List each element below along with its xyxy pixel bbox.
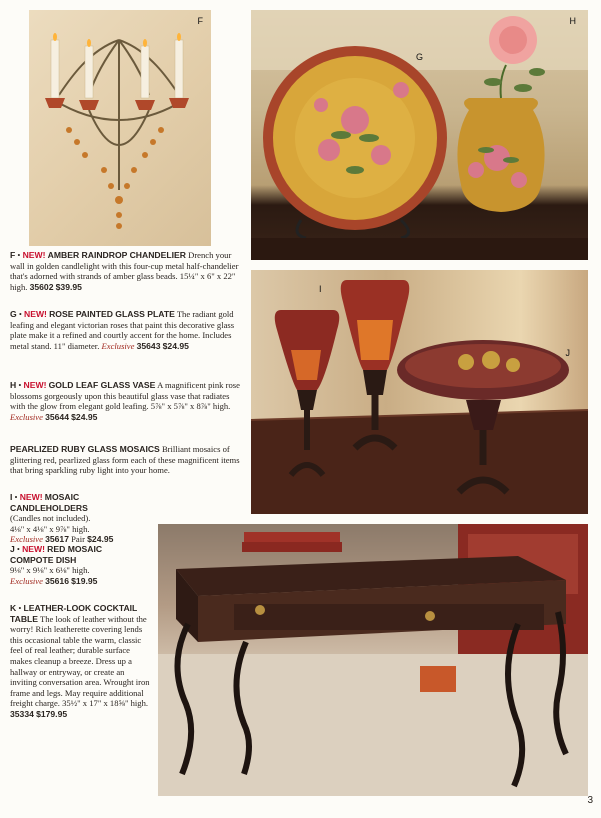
item-k-name-line2: TABLE — [10, 613, 39, 624]
item-g-letter: G — [10, 309, 17, 319]
item-j-price: $19.95 — [71, 575, 98, 586]
item-g-exclusive-label: Exclusive — [101, 340, 135, 351]
item-f-new-badge: NEW! — [22, 250, 46, 260]
item-h-new-badge: NEW! — [23, 380, 47, 390]
item-g-price: $24.95 — [162, 340, 189, 351]
item-f-name: AMBER RAINDROP CHANDELIER — [47, 250, 186, 260]
item-k-letter: K — [10, 603, 17, 613]
item-k-description-1: The look of leather without the worry! Rich leatherette covering lends this occasional table the warm, classic feel of real leather; durable surface makes cleanup a breeze. — [10, 613, 147, 666]
photo-tag-g: G — [416, 52, 424, 62]
item-j-dimensions: 9⅛" x 9⅛" x 6⅛" high. — [10, 565, 90, 576]
page-number: 3 — [587, 795, 593, 806]
item-f-copy: F • NEW! AMBER RAINDROP CHANDELIER Drench your wall in golden candlelight with this four-cup metal half-chandelier that's adorned with strands of amber glass beads. 15¼" x 6" x 22" high. 35602 $39.95 — [10, 250, 239, 292]
item-i-exclusive-label: Exclusive — [10, 534, 43, 545]
item-h-copy: H • NEW! GOLD LEAF GLASS VASE A magnificent pink rose blossoms gorgeously upon this beautiful glass vase that radiates with the glow from elegant gold leafing. 5⅞" x 5⅞" x 8⅞" high. Exclusive 35644 $24.95 — [10, 380, 240, 422]
item-k-sku: 35334 — [10, 708, 34, 719]
item-k-name-line1: LEATHER-LOOK COCKTAIL — [23, 603, 138, 613]
item-h-exclusive-label: Exclusive — [10, 411, 43, 422]
item-j-letter: J — [10, 544, 15, 554]
item-i-new-badge: NEW! — [19, 492, 43, 502]
chandelier-photo — [29, 10, 211, 246]
item-i-name: MOSAIC CANDLEHOLDERS — [10, 492, 88, 513]
item-h-sku: 35644 — [45, 411, 69, 422]
item-k-copy: K • LEATHER-LOOK COCKTAIL TABLE The look of leather without the worry! Rich leatherette covering lends this occasional table the warm, classic feel of real leather; durable surface makes cleanup a breeze. Dress up a hallway or entryway, or create an inviting conversation area. Wrought iron frame and legs. May require additional freight charge. 35½" x 17" x 18⅝" high. 35334 $179.95 — [10, 603, 150, 719]
item-g-new-badge: NEW! — [24, 309, 47, 319]
item-f-sku: 35602 — [29, 281, 54, 292]
item-h-letter: H — [10, 380, 17, 390]
cocktail-table-photo — [158, 524, 588, 796]
item-g-name: ROSE PAINTED GLASS PLATE — [49, 309, 175, 319]
item-h-price: $24.95 — [71, 411, 98, 422]
item-j-exclusive-label: Exclusive — [10, 575, 43, 586]
chandelier-illustration — [29, 10, 211, 246]
item-g-description: The radiant gold leafing and elegant victorian roses that paint this decorative glass plate make it a refined and courtly accent for the home. Includes metal stand. 11" diameter. — [10, 309, 235, 351]
item-j-name-line1: RED MOSAIC — [47, 544, 103, 554]
item-i-price: $24.95 — [87, 534, 114, 545]
item-j-new-badge: NEW! — [22, 544, 46, 554]
item-f-letter: F — [10, 250, 16, 260]
photo-tag-i: I — [319, 284, 322, 294]
item-g-copy: G • NEW! ROSE PAINTED GLASS PLATE The radiant gold leafing and elegant victorian roses that paint this decorative glass plate make it a refined and courtly accent for the home. Includes metal stand. 11" diameter. Exclusive 35643 $24.95 — [10, 309, 235, 351]
item-i-letter: I — [10, 492, 13, 502]
photo-tag-j: J — [565, 348, 570, 358]
plate-and-vase-photo — [251, 10, 588, 260]
item-h-description: A magnificent pink rose blossoms gorgeously upon this beautiful glass vase that radiates with the glow from elegant gold leafing. 5⅞" x 5⅞" x 8⅞" high. — [10, 380, 240, 412]
mosaics-illustration — [251, 270, 588, 514]
item-j-name-line2: COMPOTE DISH — [10, 554, 77, 565]
item-j-copy: J • NEW! RED MOSAIC COMPOTE DISH 9⅛" x 9⅛" x 6⅛" high. Exclusive 35616 $19.95 — [10, 544, 155, 586]
plate-vase-illustration — [251, 10, 588, 260]
item-f-description: Drench your wall in golden candlelight with this four-cup metal half-chandelier that's adorned with strands of amber glass beads. 15¼" x 6" x 22" high. — [10, 250, 239, 292]
item-j-sku: 35616 — [45, 575, 69, 586]
item-i-copy: I • NEW! MOSAIC CANDLEHOLDERS (Candles not included). 4⅛" x 4⅛" x 9⅞" high. Exclusive 35617 Pair $24.95 — [10, 492, 155, 545]
mosaics-intro-copy — [10, 444, 246, 476]
item-g-sku: 35643 — [136, 340, 161, 351]
mosaics-heading: PEARLIZED RUBY GLASS MOSAICS — [10, 444, 160, 454]
photo-tag-f: F — [197, 16, 203, 26]
item-i-note: (Candles not included). — [10, 513, 91, 524]
table-illustration — [158, 524, 588, 796]
photo-tag-h: H — [569, 16, 576, 26]
item-k-description-2: Dress up a hallway or entryway, or create an inviting conversation area. Wrought iron frame and legs. May require additional freight charge. 35½" x 17" x 18⅝" high. — [10, 655, 150, 709]
item-i-dimensions: 4⅛" x 4⅛" x 9⅞" high. — [10, 523, 90, 534]
item-f-price: $39.95 — [55, 281, 82, 292]
item-k-price: $179.95 — [36, 708, 68, 719]
item-i-pair-label: Pair — [71, 534, 85, 545]
item-h-name: GOLD LEAF GLASS VASE — [48, 380, 156, 390]
mosaics-photo — [251, 270, 588, 514]
item-i-sku: 35617 — [45, 534, 69, 545]
mosaics-description: Brilliant mosaics of glittering red, pearlized glass form each of these magnificent items that bring sparkling ruby light into your home. — [10, 444, 240, 476]
